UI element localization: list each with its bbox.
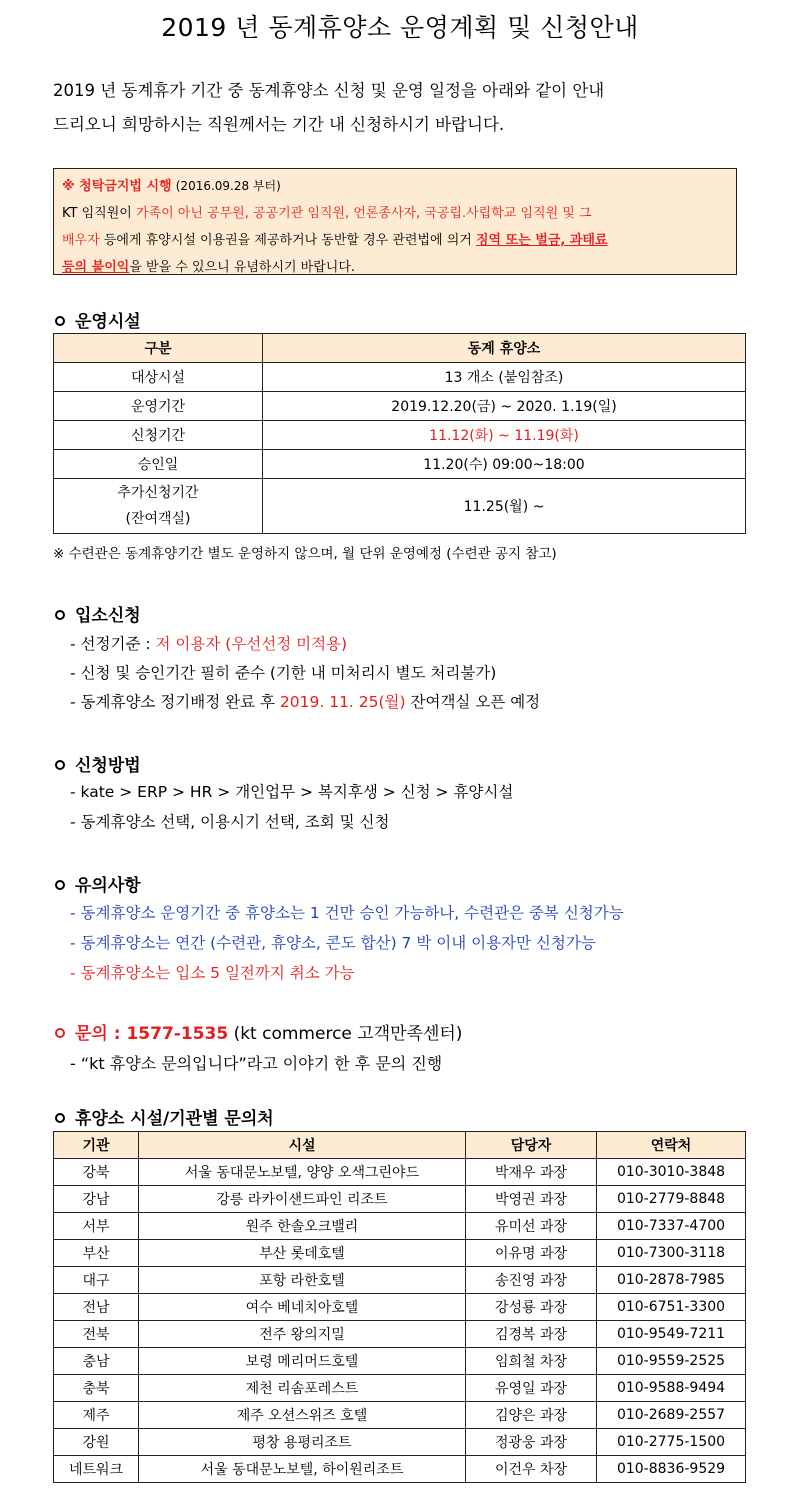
facility-note: ※ 수련관은 동계휴양기간 별도 운영하지 않으며, 월 단위 운영예정 (수련관 공지 참고) bbox=[53, 546, 557, 562]
apply-bullet-1 bbox=[70, 632, 347, 654]
table-row bbox=[54, 1294, 746, 1321]
contact-manager: 김경복 과장 bbox=[466, 1321, 597, 1348]
caution-bullet-3: - 동계휴양소는 입소 5 일전까지 취소 가능 bbox=[70, 964, 355, 982]
contact-org: 충북 bbox=[54, 1375, 139, 1402]
notice-text-3: 을 받을 수 있으니 유념하시기 바랍니다. bbox=[129, 260, 356, 275]
section-contacts-label: 휴양소 시설/기관별 문의처 bbox=[75, 1109, 274, 1129]
apply-bullet-3-text: - 동계휴양소 정기배정 완료 후 bbox=[70, 693, 280, 711]
method-bullet-1: - kate > ERP > HR > 개인업무 > 복지후생 > 신청 > 휴양시설 bbox=[70, 783, 514, 801]
contact-org: 강북 bbox=[54, 1159, 139, 1186]
circle-bullet-icon bbox=[55, 610, 65, 620]
contact-manager: 유미선 과장 bbox=[466, 1213, 597, 1240]
facility-table bbox=[53, 333, 746, 534]
table-row bbox=[54, 1375, 746, 1402]
section-caution-label: 유의사항 bbox=[75, 876, 141, 896]
table-row bbox=[54, 363, 746, 392]
caution-bullet-2: - 동계휴양소는 연간 (수련관, 휴양소, 콘도 합산) 7 박 이내 이용자만 신청가능 bbox=[70, 934, 596, 952]
notice-text-2-red: 배우자 bbox=[62, 233, 100, 248]
facility-header-value: 동계 휴양소 bbox=[263, 334, 746, 363]
table-row bbox=[54, 392, 746, 421]
facility-cell: 11.20(수) 09:00~18:00 bbox=[263, 450, 746, 479]
apply-bullet-3 bbox=[70, 690, 540, 712]
contact-manager: 김양은 과장 bbox=[466, 1402, 597, 1429]
contact-org: 충남 bbox=[54, 1348, 139, 1375]
contact-phone: 010-7337-4700 bbox=[597, 1213, 746, 1240]
contact-phone: 010-9549-7211 bbox=[597, 1321, 746, 1348]
contact-manager: 강성룡 과장 bbox=[466, 1294, 597, 1321]
contact-facility: 평창 용평리조트 bbox=[139, 1429, 466, 1456]
page-title: 2019 년 동계휴양소 운영계획 및 신청안내 bbox=[161, 13, 639, 42]
contact-phone: 010-2878-7985 bbox=[597, 1267, 746, 1294]
facility-extra-label-1: 추가신청기간 bbox=[117, 485, 199, 501]
intro-text bbox=[53, 74, 604, 142]
contact-manager: 유영일 과장 bbox=[466, 1375, 597, 1402]
contacts-header-facility: 시설 bbox=[139, 1132, 466, 1159]
contact-manager: 송진영 과장 bbox=[466, 1267, 597, 1294]
table-row bbox=[54, 1240, 746, 1267]
table-row bbox=[54, 421, 746, 450]
inquiry-number: 문의 : 1577-1535 bbox=[75, 1024, 229, 1044]
notice-text-2-bold: 징역 또는 벌금, 과태료 bbox=[475, 233, 608, 248]
contact-phone: 010-2779-8848 bbox=[597, 1186, 746, 1213]
section-apply bbox=[55, 601, 141, 626]
facility-cell bbox=[54, 479, 263, 534]
facility-cell: 신청기간 bbox=[54, 421, 263, 450]
contact-phone: 010-9588-9494 bbox=[597, 1375, 746, 1402]
table-row bbox=[54, 479, 746, 534]
table-row bbox=[54, 1348, 746, 1375]
contact-org: 전북 bbox=[54, 1321, 139, 1348]
contact-manager: 임희철 차장 bbox=[466, 1348, 597, 1375]
facility-cell: 11.12(화) ~ 11.19(화) bbox=[263, 421, 746, 450]
contact-manager: 이유명 과장 bbox=[466, 1240, 597, 1267]
section-facility-label: 운영시설 bbox=[75, 312, 141, 332]
contacts-header-org: 기관 bbox=[54, 1132, 139, 1159]
table-row bbox=[54, 1402, 746, 1429]
circle-bullet-icon bbox=[55, 880, 65, 890]
contact-facility: 여수 베네치아호텔 bbox=[139, 1294, 466, 1321]
contact-phone: 010-6751-3300 bbox=[597, 1294, 746, 1321]
notice-text-3-bold: 등의 불이익 bbox=[62, 260, 130, 275]
contact-org: 강원 bbox=[54, 1429, 139, 1456]
contact-facility: 제천 리솜포레스트 bbox=[139, 1375, 466, 1402]
table-row bbox=[54, 1321, 746, 1348]
inquiry-line bbox=[55, 1019, 462, 1044]
contact-facility: 전주 왕의지밀 bbox=[139, 1321, 466, 1348]
contact-facility: 서울 동대문노보텔, 양양 오색그린야드 bbox=[139, 1159, 466, 1186]
table-row bbox=[54, 450, 746, 479]
inquiry-center: (kt commerce 고객만족센터) bbox=[228, 1024, 463, 1044]
contact-org: 강남 bbox=[54, 1186, 139, 1213]
contact-org: 서부 bbox=[54, 1213, 139, 1240]
contact-facility: 포항 라한호텔 bbox=[139, 1267, 466, 1294]
contacts-header-manager: 담당자 bbox=[466, 1132, 597, 1159]
contact-facility: 제주 오션스위즈 호텔 bbox=[139, 1402, 466, 1429]
contact-facility: 보령 메리머드호텔 bbox=[139, 1348, 466, 1375]
section-contacts bbox=[55, 1104, 274, 1129]
facility-cell: 13 개소 (붙임참조) bbox=[263, 363, 746, 392]
circle-bullet-icon bbox=[55, 1028, 65, 1038]
notice-text-1-red: 가족이 아닌 공무원, 공공기관 임직원, 언론종사자, 국공립.사립학교 임직원 및 그 bbox=[135, 206, 592, 221]
section-method bbox=[55, 751, 141, 776]
notice-date: (2016.09.28 부터) bbox=[175, 179, 281, 193]
apply-bullet-3-red: 2019. 11. 25(월) bbox=[279, 693, 406, 711]
intro-line-2: 드리오니 희망하시는 직원께서는 기간 내 신청하시기 바랍니다. bbox=[53, 115, 505, 134]
facility-header-category: 구분 bbox=[54, 334, 263, 363]
contact-phone: 010-2775-1500 bbox=[597, 1429, 746, 1456]
notice-heading: ※ 청탁금지법 시행 bbox=[62, 179, 172, 194]
contact-org: 네트워크 bbox=[54, 1456, 139, 1483]
circle-bullet-icon bbox=[55, 316, 65, 326]
facility-cell: 승인일 bbox=[54, 450, 263, 479]
section-method-label: 신청방법 bbox=[75, 756, 141, 776]
contact-phone: 010-3010-3848 bbox=[597, 1159, 746, 1186]
apply-bullet-3-end: 잔여객실 오픈 예정 bbox=[405, 693, 541, 711]
contact-phone: 010-7300-3118 bbox=[597, 1240, 746, 1267]
contact-facility: 서울 동대문노보텔, 하이원리조트 bbox=[139, 1456, 466, 1483]
section-facility bbox=[55, 307, 141, 332]
contact-facility: 원주 한솔오크밸리 bbox=[139, 1213, 466, 1240]
section-caution bbox=[55, 871, 141, 896]
notice-text-1: KT 임직원이 bbox=[62, 206, 136, 221]
contact-org: 전남 bbox=[54, 1294, 139, 1321]
contact-phone: 010-9559-2525 bbox=[597, 1348, 746, 1375]
table-row bbox=[54, 1267, 746, 1294]
facility-cell: 대상시설 bbox=[54, 363, 263, 392]
table-row bbox=[54, 1456, 746, 1483]
apply-bullet-1-red: 저 이용자 (우선선정 미적용) bbox=[155, 635, 348, 653]
contact-manager: 박영권 과장 bbox=[466, 1186, 597, 1213]
table-row bbox=[54, 1159, 746, 1186]
circle-bullet-icon bbox=[55, 1113, 65, 1123]
section-apply-label: 입소신청 bbox=[75, 606, 141, 626]
method-bullet-2: - 동계휴양소 선택, 이용시기 선택, 조회 및 신청 bbox=[70, 813, 390, 831]
table-row bbox=[54, 1186, 746, 1213]
facility-cell: 운영기간 bbox=[54, 392, 263, 421]
apply-bullet-2: - 신청 및 승인기간 필히 준수 (기한 내 미처리시 별도 처리불가) bbox=[70, 664, 497, 682]
contact-manager: 정광웅 과장 bbox=[466, 1429, 597, 1456]
facility-cell: 11.25(월) ~ bbox=[263, 479, 746, 534]
contact-phone: 010-2689-2557 bbox=[597, 1402, 746, 1429]
table-row bbox=[54, 1429, 746, 1456]
intro-line-1: 2019 년 동계휴가 기간 중 동계휴양소 신청 및 운영 일정을 아래와 같이 안내 bbox=[53, 81, 605, 100]
contact-manager: 박재우 과장 bbox=[466, 1159, 597, 1186]
contact-org: 대구 bbox=[54, 1267, 139, 1294]
notice-text-2: 등에게 휴양시설 이용권을 제공하거나 동반할 경우 관련법에 의거 bbox=[99, 233, 476, 248]
contact-manager: 이건우 차장 bbox=[466, 1456, 597, 1483]
facility-cell: 2019.12.20(금) ~ 2020. 1.19(일) bbox=[263, 392, 746, 421]
inquiry-bullet: - “kt 휴양소 문의입니다”라고 이야기 한 후 문의 진행 bbox=[70, 1054, 443, 1073]
contacts-header-phone: 연락처 bbox=[597, 1132, 746, 1159]
table-row bbox=[54, 1213, 746, 1240]
contact-phone: 010-8836-9529 bbox=[597, 1456, 746, 1483]
contact-facility: 강릉 라카이샌드파인 리조트 bbox=[139, 1186, 466, 1213]
contact-facility: 부산 롯데호텔 bbox=[139, 1240, 466, 1267]
contacts-table bbox=[53, 1131, 746, 1483]
circle-bullet-icon bbox=[55, 760, 65, 770]
anti-graft-notice bbox=[53, 168, 737, 275]
caution-bullet-1: - 동계휴양소 운영기간 중 휴양소는 1 건만 승인 가능하나, 수련관은 중복 신청가능 bbox=[70, 904, 624, 922]
apply-bullet-1-text: - 선정기준 : bbox=[70, 635, 156, 653]
contact-org: 부산 bbox=[54, 1240, 139, 1267]
contact-org: 제주 bbox=[54, 1402, 139, 1429]
facility-extra-label-2: (잔여객실) bbox=[125, 511, 191, 527]
